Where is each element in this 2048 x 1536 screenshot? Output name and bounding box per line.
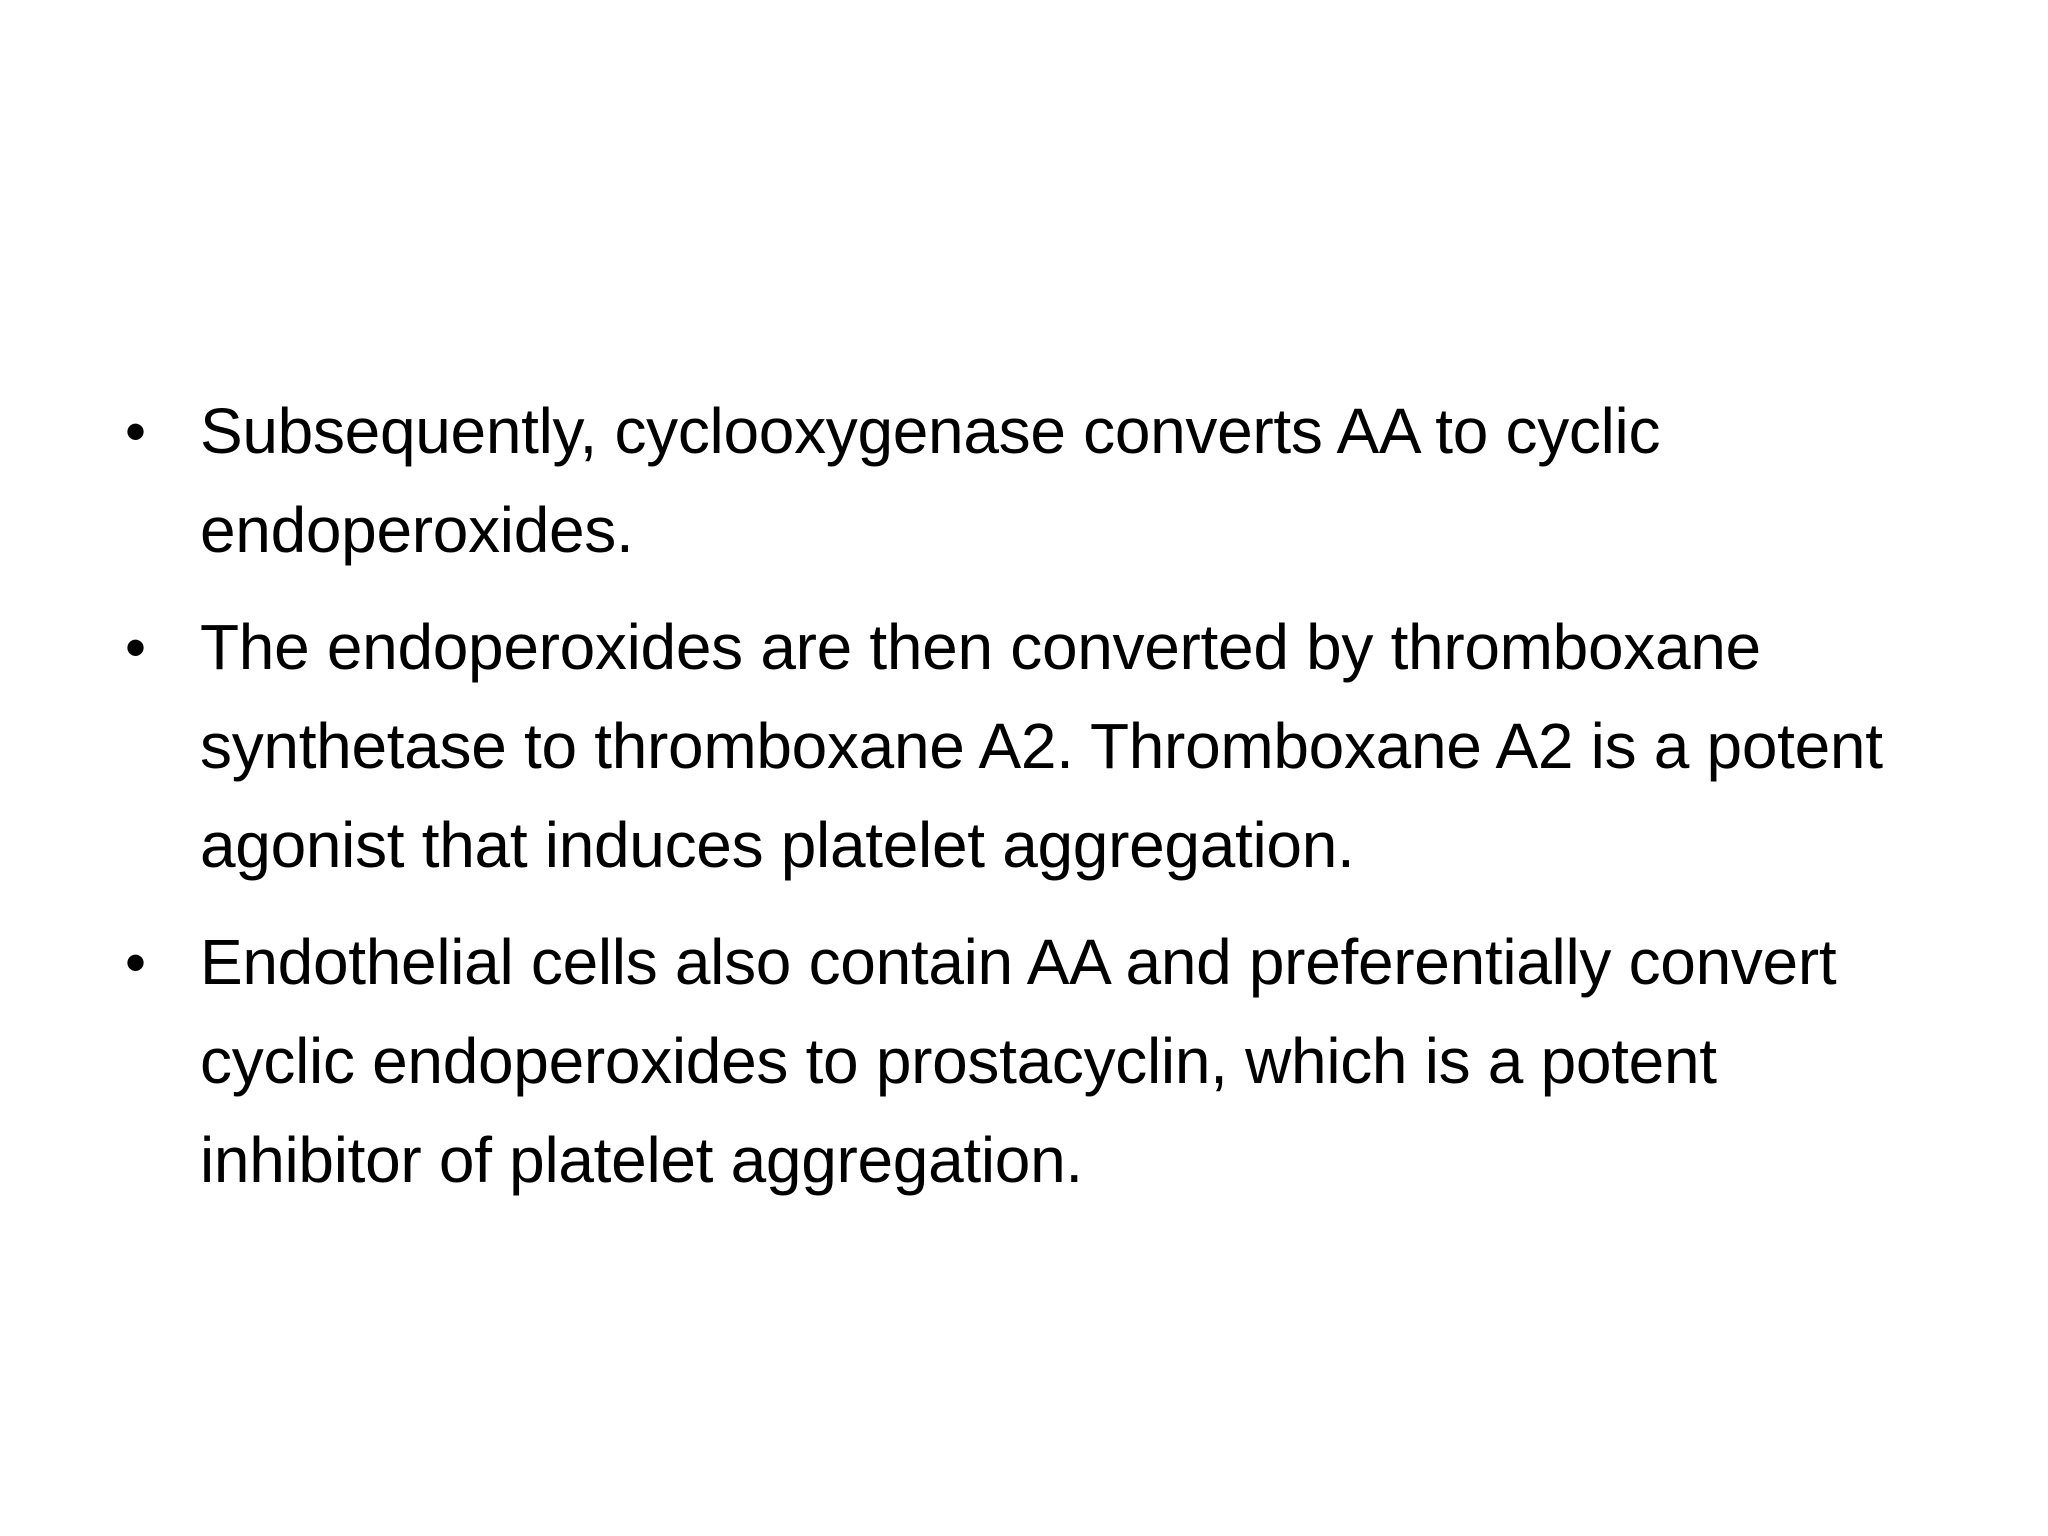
bullet-icon: • bbox=[125, 614, 146, 681]
bullet-item bbox=[120, 913, 1950, 1210]
bullet-text: Endothelial cells also contain AA and preferentially convert cyclic endoperoxides to prostacyclin, which is a potent inhibitor of platelet aggregation. bbox=[200, 926, 1837, 1196]
bullet-icon: • bbox=[125, 398, 146, 465]
bullet-icon: • bbox=[125, 929, 146, 996]
bullet-item bbox=[120, 382, 1950, 580]
bullet-text: The endoperoxides are then converted by thromboxane synthetase to thromboxane A2. Thromboxane A2 is a potent agonist that induces platelet aggregation. bbox=[200, 611, 1883, 881]
bullet-text: Subsequently, cyclooxygenase converts AA to cyclic endoperoxides. bbox=[200, 395, 1661, 566]
bullet-item bbox=[120, 598, 1950, 895]
bullet-list bbox=[120, 382, 1950, 1228]
